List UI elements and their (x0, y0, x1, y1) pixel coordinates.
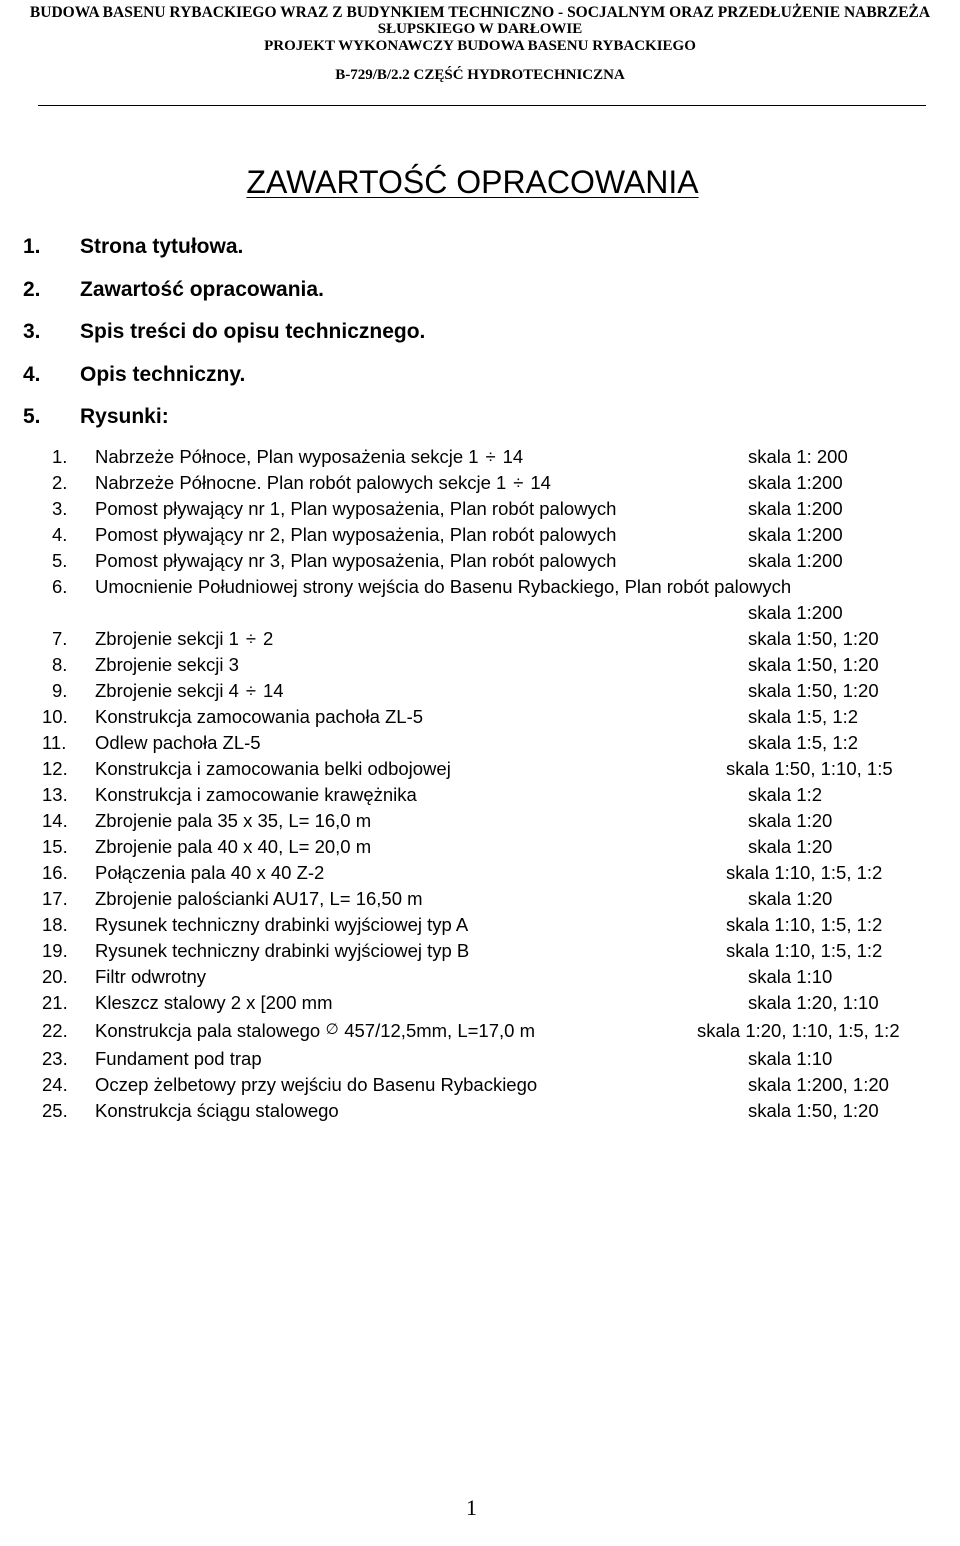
toc-item (23, 405, 523, 431)
toc-item-text: Rysunki: (80, 405, 169, 428)
drawing-number: 25. (42, 1100, 68, 1121)
toc-item (23, 320, 523, 346)
drawing-scale: skala 1:10 (748, 966, 833, 987)
drawing-number: 9. (52, 680, 68, 701)
toc-item-number: 3. (23, 320, 41, 343)
drawing-row (0, 888, 960, 912)
drawing-row (0, 550, 960, 574)
drawing-scale: skala 1:20, 1:10 (748, 992, 879, 1013)
drawing-number: 16. (42, 862, 68, 883)
drawing-title-part: Zbrojenie sekcji 4 (95, 680, 239, 701)
drawing-title: Odlew pachoła ZL-5 (95, 732, 261, 753)
drawing-title (95, 472, 551, 494)
toc-item (23, 278, 523, 304)
drawing-scale: skala 1:200 (748, 498, 843, 519)
drawing-row (0, 706, 960, 730)
drawing-scale: skala 1: 200 (748, 446, 848, 467)
drawing-title (95, 628, 273, 650)
drawing-number: 2. (52, 472, 68, 493)
toc-item (23, 235, 523, 261)
drawing-title: Zbrojenie palościanki AU17, L= 16,50 m (95, 888, 423, 909)
drawing-title-part: 14 (502, 446, 524, 467)
drawing-row (0, 628, 960, 652)
toc-item-number: 2. (23, 278, 41, 301)
drawing-row (0, 784, 960, 808)
drawing-title: Filtr odwrotny (95, 966, 207, 987)
divide-icon: ÷ (513, 472, 524, 493)
drawing-number: 19. (42, 940, 68, 961)
drawing-title: Zbrojenie pala 35 x 35, L= 16,0 m (95, 810, 372, 831)
drawing-title (95, 1020, 535, 1044)
drawing-row (0, 446, 960, 470)
drawing-title: Oczep żelbetowy przy wejściu do Basenu Rybackiego (95, 1074, 538, 1095)
drawing-number: 14. (42, 810, 68, 831)
header-line-1: BUDOWA BASENU RYBACKIEGO WRAZ Z BUDYNKIEM TECHNICZNO - SOCJALNYM ORAZ PRZEDŁUŻENIE NABRZEŻA (29, 4, 931, 21)
header-rule (38, 105, 926, 106)
drawing-title-part: Zbrojenie sekcji 1 (95, 628, 239, 649)
drawing-row (0, 1048, 960, 1072)
toc-item (23, 363, 523, 389)
drawing-row (0, 680, 960, 704)
drawing-number: 20. (42, 966, 68, 987)
drawing-number: 6. (52, 576, 68, 597)
drawing-number: 23. (42, 1048, 68, 1069)
drawing-row (0, 524, 960, 548)
toc-item-number: 5. (23, 405, 41, 428)
drawing-number: 4. (52, 524, 68, 545)
drawing-number: 13. (42, 784, 68, 805)
drawing-row (0, 1020, 960, 1044)
drawing-number: 15. (42, 836, 68, 857)
drawing-number: 1. (52, 446, 68, 467)
drawing-title (95, 446, 523, 468)
drawing-row (0, 576, 960, 626)
page-title-text: ZAWARTOŚĆ OPRACOWANIA (246, 164, 699, 200)
drawing-scale: skala 1:200 (748, 550, 843, 571)
drawing-number: 18. (42, 914, 68, 935)
drawing-scale: skala 1:200, 1:20 (748, 1074, 889, 1095)
drawing-scale: skala 1:200 (748, 524, 843, 545)
drawing-row (0, 732, 960, 756)
drawing-title-part: 14 (530, 472, 551, 493)
drawing-title-part: 457/12,5mm, L=17,0 m (344, 1020, 535, 1041)
drawing-title: Konstrukcja i zamocowanie krawężnika (95, 784, 417, 805)
drawing-row (0, 914, 960, 938)
drawing-title: Pomost pływający nr 1, Plan wyposażenia, Plan robót palowych (95, 498, 617, 519)
drawing-title: Umocnienie Południowej strony wejścia do Basenu Rybackiego, Plan robót palowych (95, 576, 792, 597)
drawing-title: Połączenia pala 40 x 40 Z-2 (95, 862, 325, 883)
drawing-scale: skala 1:10, 1:5, 1:2 (726, 914, 883, 935)
drawing-title: Fundament pod trap (95, 1048, 262, 1069)
toc-item-number: 1. (23, 235, 41, 258)
drawing-row (0, 940, 960, 964)
drawing-number: 11. (42, 732, 67, 753)
drawing-scale: skala 1:200 (748, 472, 843, 493)
drawing-title-part: 2 (262, 628, 274, 649)
drawing-row (0, 810, 960, 834)
drawing-title: Rysunek techniczny drabinki wyjściowej typ A (95, 914, 469, 935)
drawing-number: 5. (52, 550, 68, 571)
divide-icon: ÷ (245, 628, 257, 649)
drawing-title: Pomost pływający nr 3, Plan wyposażenia, Plan robót palowych (95, 550, 617, 571)
drawing-title-part: Nabrzeże Północe, Plan wyposażenia sekcje 1 (95, 446, 479, 467)
drawing-number: 10. (42, 706, 68, 727)
drawing-title-part: 14 (262, 680, 284, 701)
drawing-row (0, 498, 960, 522)
toc-item-text: Opis techniczny. (80, 363, 246, 386)
drawing-row (0, 966, 960, 990)
drawing-row (0, 1100, 960, 1124)
drawing-scale: skala 1:200 (748, 602, 843, 623)
drawing-scale: skala 1:50, 1:10, 1:5 (726, 758, 893, 779)
drawing-number: 12. (42, 758, 68, 779)
toc-item-number: 4. (23, 363, 41, 386)
drawing-row (0, 992, 960, 1016)
drawing-title: Konstrukcja i zamocowania belki odbojowej (95, 758, 451, 779)
drawing-scale: skala 1:10, 1:5, 1:2 (726, 862, 883, 883)
drawing-scale: skala 1:50, 1:20 (748, 680, 879, 701)
drawing-title (95, 680, 284, 702)
drawing-scale: skala 1:50, 1:20 (748, 1100, 879, 1121)
drawing-title-part: Nabrzeże Północne. Plan robót palowych sekcje 1 (95, 472, 507, 493)
drawing-scale: skala 1:50, 1:20 (748, 654, 879, 675)
drawing-number: 21. (42, 992, 68, 1013)
header-line-3: PROJEKT WYKONAWCZY BUDOWA BASENU RYBACKIEGO (264, 38, 696, 54)
drawing-title: Zbrojenie pala 40 x 40, L= 20,0 m (95, 836, 372, 857)
drawing-scale: skala 1:20 (748, 836, 833, 857)
drawing-title-part: Konstrukcja pala stalowego (95, 1020, 321, 1041)
drawing-title: Zbrojenie sekcji 3 (95, 654, 239, 675)
drawing-scale: skala 1:20 (748, 810, 833, 831)
toc-item-text: Zawartość opracowania. (80, 278, 324, 301)
drawing-title: Konstrukcja ściągu stalowego (95, 1100, 339, 1121)
drawing-scale: skala 1:20 (748, 888, 833, 909)
drawing-scale: skala 1:10 (748, 1048, 833, 1069)
drawing-scale: skala 1:5, 1:2 (748, 706, 859, 727)
divide-icon: ÷ (245, 680, 257, 701)
drawing-title: Pomost pływający nr 2, Plan wyposażenia, Plan robót palowych (95, 524, 617, 545)
drawing-scale: skala 1:2 (748, 784, 823, 805)
drawing-title: Kleszcz stalowy 2 x [200 mm (95, 992, 333, 1013)
drawing-number: 7. (52, 628, 68, 649)
drawing-row (0, 758, 960, 782)
page-number: 1 (466, 1495, 477, 1520)
page-title (0, 164, 945, 201)
drawing-title: Konstrukcja zamocowania pachoła ZL-5 (95, 706, 424, 727)
drawing-number: 17. (42, 888, 68, 909)
divide-icon: ÷ (485, 446, 496, 467)
drawing-scale: skala 1:10, 1:5, 1:2 (726, 940, 883, 961)
drawing-number: 22. (42, 1020, 68, 1041)
drawing-scale: skala 1:20, 1:10, 1:5, 1:2 (697, 1020, 900, 1041)
drawing-scale: skala 1:5, 1:2 (748, 732, 859, 753)
toc-item-text: Spis treści do opisu technicznego. (80, 320, 426, 343)
drawing-number: 24. (42, 1074, 68, 1095)
drawing-scale: skala 1:50, 1:20 (748, 628, 879, 649)
drawing-row (0, 836, 960, 860)
drawing-row (0, 1074, 960, 1098)
drawing-row (0, 654, 960, 678)
drawing-row (0, 472, 960, 496)
diameter-icon: ∅ (325, 1021, 339, 1038)
drawing-row (0, 862, 960, 886)
drawing-number: 3. (52, 498, 68, 519)
drawing-number: 8. (52, 654, 68, 675)
toc-item-text: Strona tytułowa. (80, 235, 244, 258)
drawing-title: Rysunek techniczny drabinki wyjściowej typ B (95, 940, 470, 961)
header-line-4: B-729/B/2.2 CZĘŚĆ HYDROTECHNICZNA (335, 67, 625, 83)
header-line-2: SŁUPSKIEGO W DARŁOWIE (377, 21, 583, 37)
